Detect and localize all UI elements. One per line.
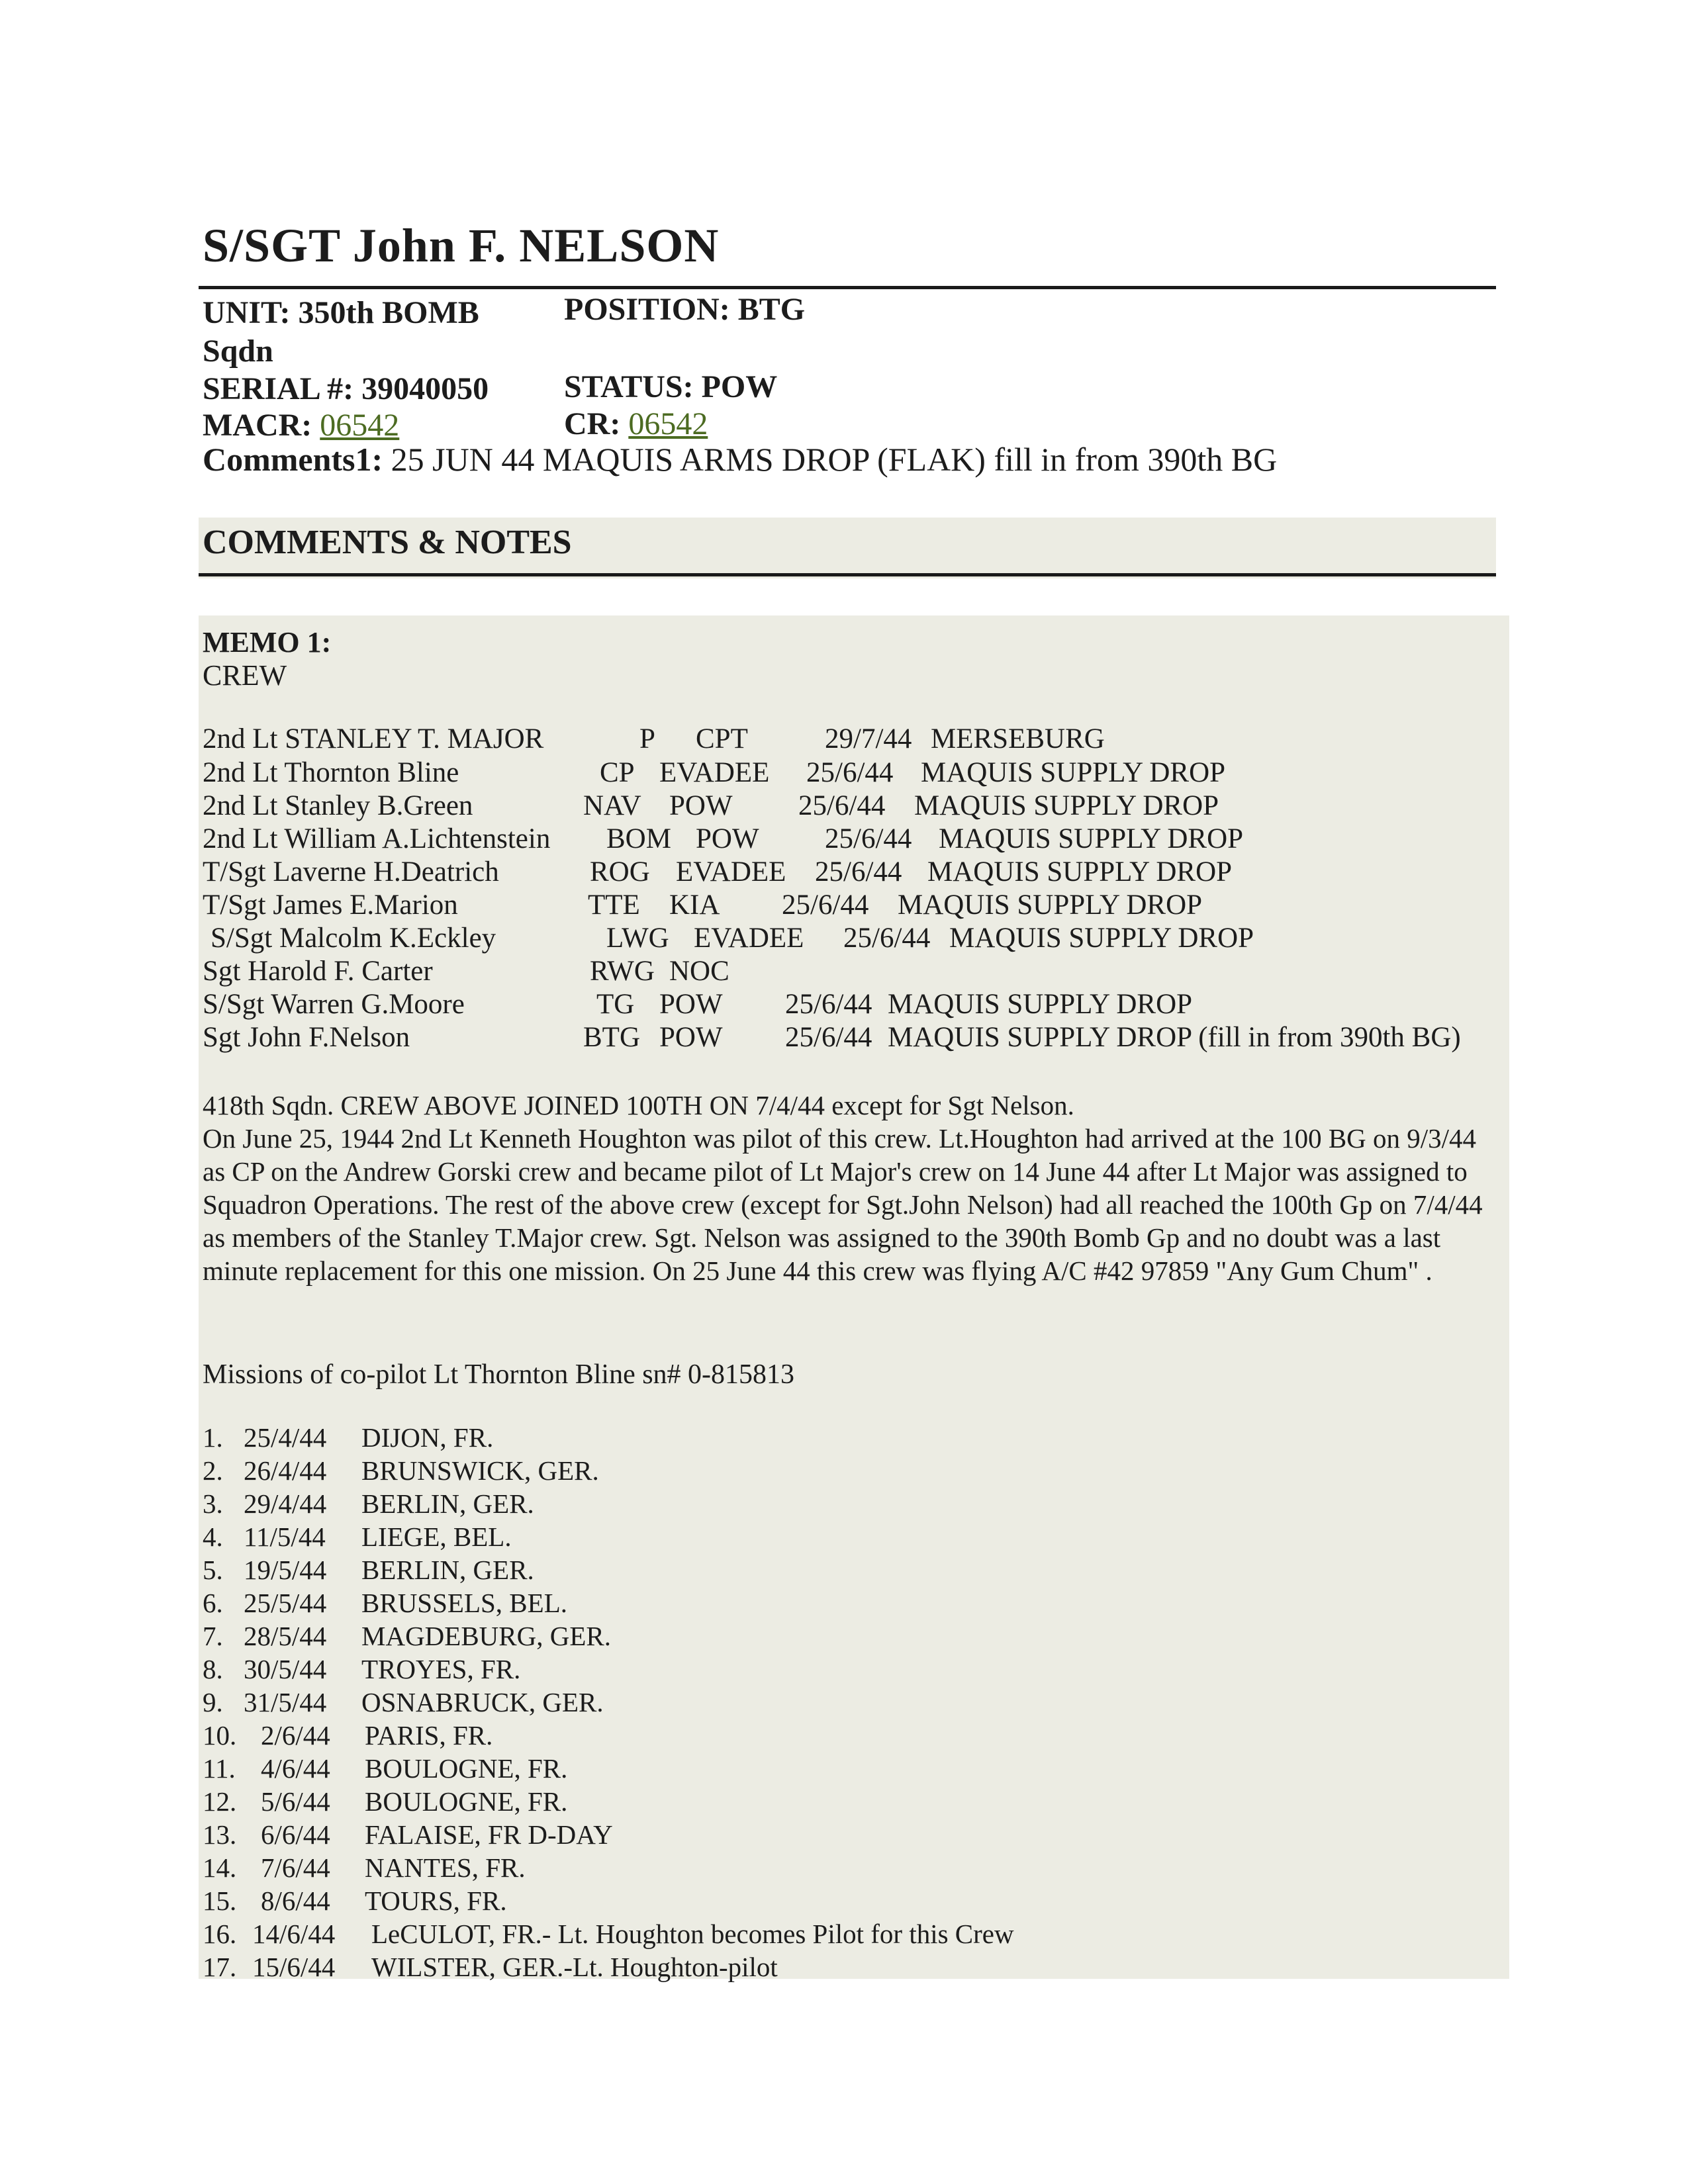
crew-status: EVADEE xyxy=(694,923,804,954)
crew-note: MAQUIS SUPPLY DROP xyxy=(927,856,1233,887)
crew-position: BOM xyxy=(606,823,671,854)
position-label: POSITION: xyxy=(564,292,730,327)
crew-status: EVADEE xyxy=(659,757,770,788)
unit-label: UNIT: xyxy=(203,295,291,330)
mission-target: TROYES, FR. xyxy=(361,1654,521,1684)
crew-position: BTG xyxy=(583,1022,640,1053)
mission-target: PARIS, FR. xyxy=(365,1720,493,1751)
crew-position: NAV xyxy=(583,790,641,821)
mission-date: 4/6/44 xyxy=(261,1753,330,1784)
crew-date: 29/7/44 xyxy=(825,723,912,754)
mission-date: 8/6/44 xyxy=(261,1886,330,1916)
crew-note: MAQUIS SUPPLY DROP xyxy=(914,790,1219,821)
mission-target: BRUNSWICK, GER. xyxy=(361,1455,599,1486)
serial-field xyxy=(203,371,489,407)
crew-date: 25/6/44 xyxy=(815,856,902,887)
status-label: STATUS: xyxy=(564,369,694,404)
section-divider xyxy=(199,573,1496,576)
memo-label: MEMO 1: xyxy=(203,626,332,659)
macr-field xyxy=(203,407,399,443)
unit-field xyxy=(203,295,479,331)
title-divider xyxy=(199,286,1496,289)
crew-heading: CREW xyxy=(203,659,287,692)
mission-date: 5/6/44 xyxy=(261,1786,330,1817)
unit-continuation: Sqdn xyxy=(203,334,273,369)
mission-target: BERLIN, GER. xyxy=(361,1555,534,1585)
crew-note: MAQUIS SUPPLY DROP xyxy=(921,757,1226,788)
crew-status: EVADEE xyxy=(676,856,786,887)
mission-number: 9. xyxy=(203,1687,223,1717)
mission-target: NANTES, FR. xyxy=(365,1852,526,1883)
crew-note: MAQUIS SUPPLY DROP xyxy=(888,989,1193,1020)
mission-number: 10. xyxy=(203,1720,237,1751)
crew-date: 25/6/44 xyxy=(806,757,894,788)
crew-name: Sgt John F.Nelson xyxy=(203,1022,410,1053)
mission-date: 11/5/44 xyxy=(244,1522,326,1552)
mission-number: 4. xyxy=(203,1522,223,1552)
crew-name: 2nd Lt Thornton Bline xyxy=(203,757,459,788)
mission-target: DIJON, FR. xyxy=(361,1422,494,1453)
mission-target: BOULOGNE, FR. xyxy=(365,1786,568,1817)
mission-target: TOURS, FR. xyxy=(365,1886,507,1916)
mission-date: 28/5/44 xyxy=(244,1621,327,1651)
mission-target: MAGDEBURG, GER. xyxy=(361,1621,611,1651)
mission-date: 19/5/44 xyxy=(244,1555,327,1585)
comments-value: 25 JUN 44 MAQUIS ARMS DROP (FLAK) fill in from 390th BG xyxy=(391,441,1278,478)
mission-date: 14/6/44 xyxy=(252,1919,336,1949)
cr-label: CR: xyxy=(564,406,621,441)
comments-label: Comments1: xyxy=(203,441,383,478)
mission-number: 1. xyxy=(203,1422,223,1453)
crew-date: 25/6/44 xyxy=(782,889,869,921)
mission-date: 30/5/44 xyxy=(244,1654,327,1684)
mission-target: LeCULOT, FR.- Lt. Houghton becomes Pilot for this Crew xyxy=(371,1919,1014,1949)
mission-number: 3. xyxy=(203,1488,223,1519)
crew-name: S/Sgt Warren G.Moore xyxy=(203,989,465,1020)
mission-number: 5. xyxy=(203,1555,223,1585)
crew-position: LWG xyxy=(606,923,669,954)
crew-name: 2nd Lt William A.Lichtenstein xyxy=(203,823,551,854)
crew-position: TTE xyxy=(588,889,640,921)
crew-position: CP xyxy=(600,757,635,788)
cr-link[interactable]: 06542 xyxy=(628,406,708,441)
mission-number: 6. xyxy=(203,1588,223,1618)
mission-date: 15/6/44 xyxy=(252,1952,336,1982)
position-field xyxy=(564,291,805,328)
crew-date: 25/6/44 xyxy=(843,923,931,954)
crew-note: MAQUIS SUPPLY DROP xyxy=(949,923,1254,954)
crew-date: 25/6/44 xyxy=(785,1022,872,1053)
crew-status: KIA xyxy=(669,889,720,921)
crew-status: POW xyxy=(659,989,723,1020)
crew-status: CPT xyxy=(696,723,748,754)
mission-number: 8. xyxy=(203,1654,223,1684)
mission-target: BERLIN, GER. xyxy=(361,1488,534,1519)
mission-date: 25/5/44 xyxy=(244,1588,327,1618)
mission-number: 2. xyxy=(203,1455,223,1486)
mission-date: 26/4/44 xyxy=(244,1455,327,1486)
mission-date: 7/6/44 xyxy=(261,1852,330,1883)
position-value: BTG xyxy=(737,292,806,327)
crew-date: 25/6/44 xyxy=(785,989,872,1020)
mission-target: BRUSSELS, BEL. xyxy=(361,1588,567,1618)
mission-number: 16. xyxy=(203,1919,237,1949)
status-field xyxy=(564,369,777,405)
mission-target: WILSTER, GER.-Lt. Houghton-pilot xyxy=(371,1952,778,1982)
crew-position: TG xyxy=(596,989,635,1020)
crew-position: ROG xyxy=(590,856,650,887)
crew-status: POW xyxy=(696,823,759,854)
crew-date: 25/6/44 xyxy=(825,823,912,854)
memo-paragraph xyxy=(203,1089,1500,1287)
unit-value: 350th BOMB xyxy=(298,295,479,330)
crew-status: NOC xyxy=(669,956,729,987)
mission-date: 29/4/44 xyxy=(244,1488,327,1519)
cr-field xyxy=(564,406,708,442)
mission-target: BOULOGNE, FR. xyxy=(365,1753,568,1784)
mission-date: 31/5/44 xyxy=(244,1687,327,1717)
crew-status: POW xyxy=(659,1022,723,1053)
serial-value: 39040050 xyxy=(361,371,489,406)
crew-position: P xyxy=(639,723,655,754)
crew-name: T/Sgt Laverne H.Deatrich xyxy=(203,856,499,887)
crew-date: 25/6/44 xyxy=(798,790,886,821)
mission-number: 11. xyxy=(203,1753,236,1784)
mission-date: 2/6/44 xyxy=(261,1720,330,1751)
page-title: S/SGT John F. NELSON xyxy=(203,219,720,272)
mission-number: 14. xyxy=(203,1852,237,1883)
comments-line xyxy=(203,440,1277,478)
crew-name: S/Sgt Malcolm K.Eckley xyxy=(211,923,496,954)
crew-note: MAQUIS SUPPLY DROP xyxy=(898,889,1203,921)
mission-target: LIEGE, BEL. xyxy=(361,1522,512,1552)
mission-target: OSNABRUCK, GER. xyxy=(361,1687,604,1717)
crew-joined-note: 418th Sqdn. CREW ABOVE JOINED 100TH ON 7/4/44 except for Sgt Nelson. xyxy=(203,1090,1074,1120)
missions-heading: Missions of co-pilot Lt Thornton Bline sn# 0-815813 xyxy=(203,1359,795,1390)
crew-position: RWG xyxy=(590,956,655,987)
crew-name: 2nd Lt STANLEY T. MAJOR xyxy=(203,723,544,754)
crew-status: POW xyxy=(669,790,733,821)
crew-name: 2nd Lt Stanley B.Green xyxy=(203,790,473,821)
crew-name: T/Sgt James E.Marion xyxy=(203,889,458,921)
serial-label: SERIAL #: xyxy=(203,371,354,406)
macr-label: MACR: xyxy=(203,408,312,443)
mission-number: 13. xyxy=(203,1819,237,1850)
macr-link[interactable]: 06542 xyxy=(320,408,400,443)
mission-number: 17. xyxy=(203,1952,237,1982)
mission-date: 25/4/44 xyxy=(244,1422,327,1453)
crew-note: MAQUIS SUPPLY DROP xyxy=(939,823,1244,854)
mission-number: 7. xyxy=(203,1621,223,1651)
mission-target: FALAISE, FR D-DAY xyxy=(365,1819,613,1850)
crew-note: MERSEBURG xyxy=(931,723,1105,754)
mission-number: 12. xyxy=(203,1786,237,1817)
status-value: POW xyxy=(701,369,778,404)
mission-number: 15. xyxy=(203,1886,237,1916)
crew-note: MAQUIS SUPPLY DROP (fill in from 390th BG) xyxy=(888,1022,1461,1053)
section-title: COMMENTS & NOTES xyxy=(203,523,572,561)
crew-history-note: On June 25, 1944 2nd Lt Kenneth Houghton was pilot of this crew. Lt.Houghton had arrived at the 100 BG on 9/3/44 as CP on the Andrew Gorski crew and became pilot of Lt Major's crew on 14 June 44 after Lt Major was assigned to Squadron Operations. The rest of the above crew (except for Sgt.John Nelson) had all reached the 100th Gp on 7/4/44 as members of the Stanley T.Major crew. Sgt. Nelson was assigned to the 390th Bomb Gp and no doubt was a last minute replacement for this one mission. On 25 June 44 this crew was flying A/C #42 97859 "Any Gum Chum" . xyxy=(203,1123,1483,1286)
crew-name: Sgt Harold F. Carter xyxy=(203,956,433,987)
mission-date: 6/6/44 xyxy=(261,1819,330,1850)
